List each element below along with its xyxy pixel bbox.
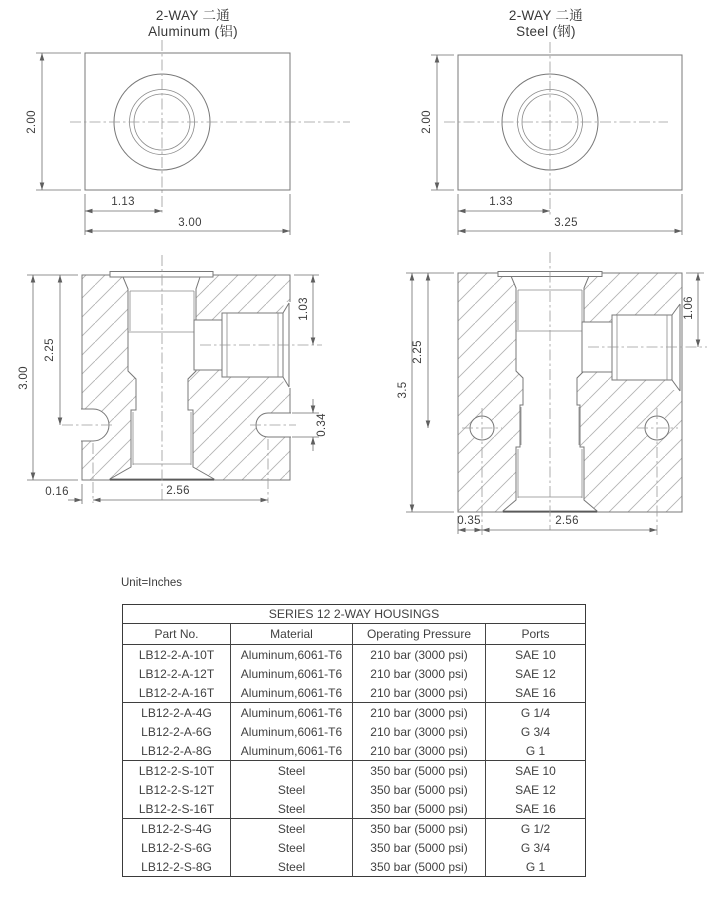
cell-part-no: LB12-2-A-16T [123,683,231,703]
section-view-steel [397,252,707,535]
table-title-row [123,605,586,624]
spec-table [122,604,586,877]
cell-material: Steel [231,819,353,839]
cell-operating-pressure: 350 bar (5000 psi) [353,819,486,839]
dim-height: 2.00 [421,110,433,134]
table-row [123,761,586,781]
dim-to-slot: 2.25 [44,338,56,362]
title-left-line1: 2-WAY 二通 [155,8,231,23]
dim-edge-to-slot: 0.16 [45,486,69,498]
cell-part-no: LB12-2-S-16T [123,799,231,819]
cell-material: Steel [231,780,353,799]
table-row [123,780,586,799]
table-row [123,857,586,877]
col-ports: Ports [486,624,586,645]
dim-height: 2.00 [26,110,38,134]
cell-operating-pressure: 210 bar (3000 psi) [353,683,486,703]
cell-material: Steel [231,799,353,819]
table-row [123,664,586,683]
cell-operating-pressure: 350 bar (5000 psi) [353,857,486,877]
dim-width: 3.00 [178,217,202,229]
cell-ports: SAE 16 [486,799,586,819]
cell-part-no: LB12-2-A-6G [141,724,212,739]
cell-part-no: LB12-2-S-10T [138,763,215,778]
dim-port-depth: 1.06 [683,296,695,320]
cell-operating-pressure: 350 bar (5000 psi) [353,799,486,819]
section-view-aluminum [18,255,328,504]
dim-edge-to-hole: 0.35 [457,515,481,527]
table-header-row [123,624,586,645]
dim-height: 3.00 [18,366,30,390]
units-note: Unit=Inches [121,577,183,589]
cell-operating-pressure: 210 bar (3000 psi) [353,703,486,723]
cell-ports: SAE 12 [486,664,586,683]
cell-material: Aluminum,6061-T6 [231,664,353,683]
cell-material: Aluminum,6061-T6 [231,722,353,741]
dim-slot-width: 0.34 [316,413,328,437]
cell-material: Aluminum,6061-T6 [231,703,353,723]
plan-view-steel [421,42,682,235]
table-body [123,645,586,877]
table-title: SERIES 12 2-WAY HOUSINGS [123,605,586,624]
title-right-line2: Steel (钢) [516,24,576,39]
cell-part-no: LB12-2-A-4G [141,705,212,720]
cell-operating-pressure: 350 bar (5000 psi) [353,838,486,857]
cell-material: Aluminum,6061-T6 [231,741,353,761]
cell-part-no: LB12-2-S-6G [141,840,212,855]
cell-material: Aluminum,6061-T6 [231,683,353,703]
cell-operating-pressure: 210 bar (3000 psi) [353,664,486,683]
cavity-flange [110,272,213,278]
col-material: Material [231,624,353,645]
cell-material: Steel [231,761,353,781]
col-operating-pressure: Operating Pressure [353,624,486,645]
cell-ports: G 1/2 [486,819,586,839]
dim-to-center: 1.33 [489,196,513,208]
dim-to-center: 1.13 [111,196,135,208]
cell-material: Aluminum,6061-T6 [231,645,353,665]
cell-operating-pressure: 350 bar (5000 psi) [353,761,486,781]
table-row [123,838,586,857]
cell-ports: G 1 [486,741,586,761]
cell-ports: G 3/4 [486,722,586,741]
cell-ports: SAE 12 [486,780,586,799]
cell-operating-pressure: 350 bar (5000 psi) [353,780,486,799]
dim-to-hole: 2.25 [412,340,424,364]
dim-port-depth: 1.03 [298,297,310,321]
side-port [612,315,672,380]
cell-part-no: LB12-2-A-10T [138,647,215,662]
cell-material: Steel [231,838,353,857]
cell-material: Steel [231,857,353,877]
cell-operating-pressure: 210 bar (3000 psi) [353,741,486,761]
cell-ports: SAE 10 [486,761,586,781]
cell-ports: G 1 [486,857,586,877]
dim-hole-span: 2.56 [555,515,579,527]
title-left-line2: Aluminum (铝) [148,24,238,39]
cell-ports: G 1/4 [486,703,586,723]
cell-part-no: LB12-2-S-4G [141,821,212,836]
table-row [123,683,586,703]
cell-ports: G 3/4 [486,838,586,857]
table-row [123,799,586,819]
housing-outline [458,55,682,190]
title-right-line1: 2-WAY 二通 [508,8,584,23]
cell-ports: SAE 10 [486,645,586,665]
col-part-no: Part No. [123,624,231,645]
cell-part-no: LB12-2-S-12T [138,782,215,797]
dim-height: 3.5 [397,381,409,399]
cell-part-no: LB12-2-S-8G [141,859,212,874]
cell-part-no: LB12-2-A-12T [138,666,215,681]
plan-view-aluminum [26,40,350,235]
dim-width: 3.25 [554,217,578,229]
cell-operating-pressure: 210 bar (3000 psi) [353,722,486,741]
table-row [123,722,586,741]
table-row [123,741,586,761]
table-row [123,819,586,839]
table-row [123,703,586,723]
cell-operating-pressure: 210 bar (3000 psi) [353,645,486,665]
cell-ports: SAE 16 [486,683,586,703]
table-row [123,645,586,665]
dim-slot-span: 2.56 [166,485,190,497]
cell-part-no: LB12-2-A-8G [123,741,231,761]
housing-outline [85,53,290,190]
